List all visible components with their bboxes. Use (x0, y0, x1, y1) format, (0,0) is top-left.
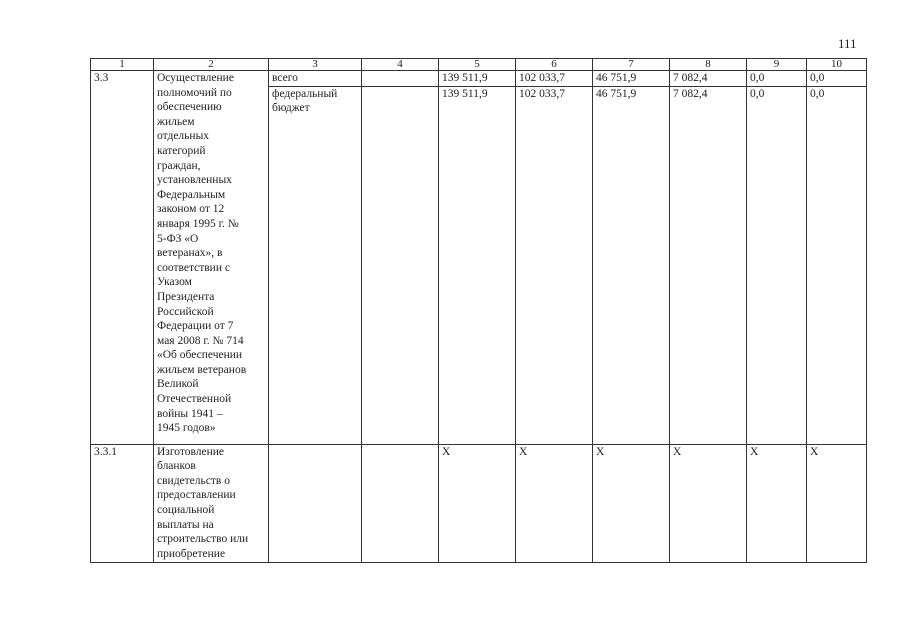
cell-col5: 139 511,9 (439, 86, 516, 444)
cell-col4 (362, 71, 439, 87)
row-description: Осуществление полномочий по обеспечению жильем отдельных категорий граждан, установленных Федеральным законом от 12 января 1995 г. № 5-ФЗ «О ветеранах», в соответствии с Указом Президента Российской Федерации от 7 мая 2008 г. № 714 «Об обеспечении жильем ветеранов Великой Отечественной войны 1941 – 1945 годов» (154, 71, 269, 445)
row-code: 3.3.1 (91, 444, 154, 562)
cell-col8: X (670, 444, 747, 562)
cell-col5: X (439, 444, 516, 562)
budget-table (90, 58, 867, 563)
col-header-2: 2 (154, 59, 269, 71)
table-row (91, 444, 867, 562)
col-header-10: 10 (807, 59, 867, 71)
col-header-1: 1 (91, 59, 154, 71)
cell-col10: X (807, 444, 867, 562)
cell-col8: 7 082,4 (670, 71, 747, 87)
col-header-5: 5 (439, 59, 516, 71)
col-header-7: 7 (593, 59, 670, 71)
funding-source: всего (269, 71, 362, 87)
cell-col6: 102 033,7 (516, 86, 593, 444)
funding-source: федеральный бюджет (269, 86, 362, 444)
row-description: Изготовление бланков свидетельств о предоставлении социальной выплаты на строительство или приобретение (154, 444, 269, 562)
col-header-8: 8 (670, 59, 747, 71)
col-header-6: 6 (516, 59, 593, 71)
cell-col5: 139 511,9 (439, 71, 516, 87)
funding-source (269, 444, 362, 562)
cell-col7: 46 751,9 (593, 86, 670, 444)
cell-col10: 0,0 (807, 71, 867, 87)
col-header-9: 9 (747, 59, 807, 71)
cell-col6: X (516, 444, 593, 562)
col-header-3: 3 (269, 59, 362, 71)
cell-col9: 0,0 (747, 86, 807, 444)
cell-col10: 0,0 (807, 86, 867, 444)
page-number: 111 (838, 36, 857, 51)
cell-col9: X (747, 444, 807, 562)
cell-col4 (362, 86, 439, 444)
cell-col8: 7 082,4 (670, 86, 747, 444)
header-row (91, 59, 867, 71)
cell-col7: 46 751,9 (593, 71, 670, 87)
col-header-4: 4 (362, 59, 439, 71)
cell-col7: X (593, 444, 670, 562)
cell-col4 (362, 444, 439, 562)
row-code: 3.3 (91, 71, 154, 445)
table-row (91, 71, 867, 87)
cell-col6: 102 033,7 (516, 71, 593, 87)
cell-col9: 0,0 (747, 71, 807, 87)
